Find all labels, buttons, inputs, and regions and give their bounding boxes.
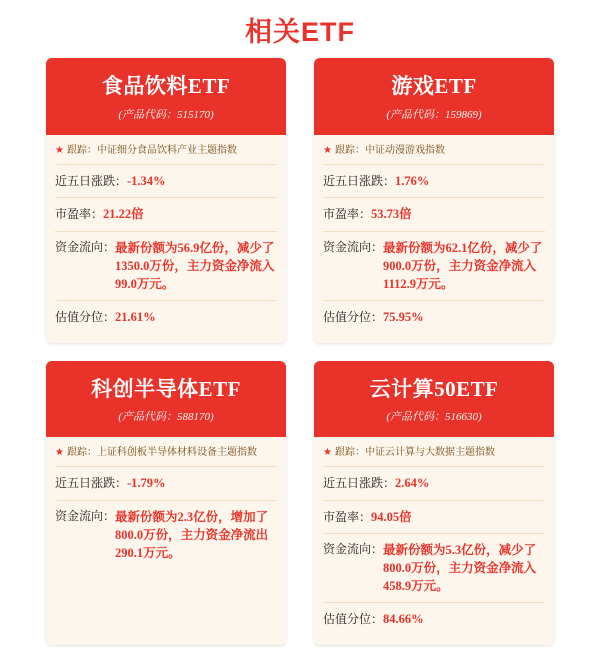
etf-card[interactable]	[46, 361, 286, 645]
etf-code: (产品代码：516630)	[386, 410, 482, 423]
pe-value: 21.22倍	[103, 207, 144, 222]
etf-code: (产品代码：159869)	[386, 108, 482, 121]
etf-fundflow-row	[323, 534, 545, 603]
etf-pe-row	[323, 501, 545, 534]
etf-track	[323, 144, 545, 166]
valuation-label: 估值分位：	[323, 310, 384, 325]
etf-track	[55, 144, 277, 166]
etf-name: 云计算50ETF	[369, 376, 499, 401]
valuation-value: 84.66%	[383, 612, 424, 627]
track-label: 跟踪：	[66, 144, 97, 156]
valuation-label: 估值分位：	[323, 612, 384, 627]
pe-value: 53.73倍	[371, 207, 412, 222]
star-icon: ★	[55, 144, 64, 156]
valuation-value: 21.61%	[115, 310, 156, 325]
etf-card-grid	[0, 58, 600, 662]
etf-change5d-row	[55, 467, 277, 500]
pe-value: 94.05倍	[371, 509, 412, 524]
track-label: 跟踪：	[334, 144, 365, 156]
fundflow-value: 最新份额为62.1亿份，减少了900.0万份，主力资金净流入1112.9万元。	[383, 240, 543, 292]
track-label: 跟踪：	[66, 446, 97, 458]
fundflow-label: 资金流向：	[323, 239, 384, 254]
etf-valuation-row	[323, 301, 545, 333]
star-icon: ★	[323, 446, 332, 458]
etf-name: 食品饮料ETF	[101, 74, 231, 99]
track-value: 上证科创板半导体材料设备主题指数	[96, 446, 257, 458]
etf-card[interactable]	[46, 58, 286, 342]
etf-change5d-row	[55, 165, 277, 198]
etf-change5d-row	[323, 165, 545, 198]
pe-label: 市盈率：	[55, 207, 104, 222]
etf-card-header	[314, 58, 554, 134]
etf-card[interactable]	[314, 361, 554, 645]
etf-card-header	[46, 361, 286, 437]
pe-label: 市盈率：	[323, 509, 372, 524]
valuation-value: 75.95%	[383, 310, 424, 325]
etf-code: (产品代码：588170)	[118, 410, 214, 423]
change5d-label: 近五日涨跌：	[323, 174, 396, 189]
etf-valuation-row	[323, 603, 545, 635]
fundflow-label: 资金流向：	[323, 542, 384, 556]
etf-code: (产品代码：515170)	[118, 108, 214, 121]
track-label: 跟踪：	[334, 446, 365, 458]
etf-track	[55, 446, 277, 468]
fundflow-label: 资金流向：	[55, 239, 116, 254]
valuation-label: 估值分位：	[55, 310, 116, 325]
etf-pe-row	[323, 198, 545, 231]
etf-card-body	[46, 135, 286, 343]
change5d-value: 2.64%	[395, 476, 430, 491]
etf-card-header	[46, 58, 286, 134]
etf-name: 游戏ETF	[391, 74, 477, 99]
track-value: 中证动漫游戏指数	[364, 144, 445, 156]
etf-track	[323, 446, 545, 468]
change5d-label: 近五日涨跌：	[323, 476, 396, 491]
etf-valuation-row	[55, 301, 277, 333]
etf-card-body	[314, 135, 554, 343]
etf-fundflow-row	[55, 232, 277, 301]
fundflow-value: 最新份额为56.9亿份，减少了1350.0万份，主力资金净流入99.0万元。	[115, 240, 275, 292]
etf-change5d-row	[323, 467, 545, 500]
change5d-value: 1.76%	[395, 174, 430, 189]
change5d-value: -1.34%	[127, 174, 166, 189]
fundflow-value: 最新份额为2.3亿份，增加了800.0万份，主力资金净流出290.1万元。	[115, 509, 269, 560]
etf-pe-row	[55, 198, 277, 231]
track-value: 中证细分食品饮料产业主题指数	[96, 144, 237, 156]
etf-card-body	[46, 437, 286, 645]
etf-fundflow-row	[55, 501, 277, 569]
fundflow-label: 资金流向：	[55, 508, 116, 523]
etf-name: 科创半导体ETF	[91, 376, 241, 401]
pe-label: 市盈率：	[323, 207, 372, 222]
change5d-label: 近五日涨跌：	[55, 476, 128, 491]
change5d-label: 近五日涨跌：	[55, 174, 128, 189]
etf-card[interactable]	[314, 58, 554, 342]
etf-card-header	[314, 361, 554, 437]
page-title: 相关ETF	[245, 17, 355, 47]
change5d-value: -1.79%	[127, 476, 166, 491]
fundflow-value: 最新份额为5.3亿份，减少了800.0万份，主力资金净流入458.9万元。	[383, 543, 537, 594]
etf-fundflow-row	[323, 232, 545, 301]
etf-card-body	[314, 437, 554, 645]
star-icon: ★	[323, 144, 332, 156]
star-icon: ★	[55, 446, 64, 458]
track-value: 中证云计算与大数据主题指数	[364, 446, 495, 458]
